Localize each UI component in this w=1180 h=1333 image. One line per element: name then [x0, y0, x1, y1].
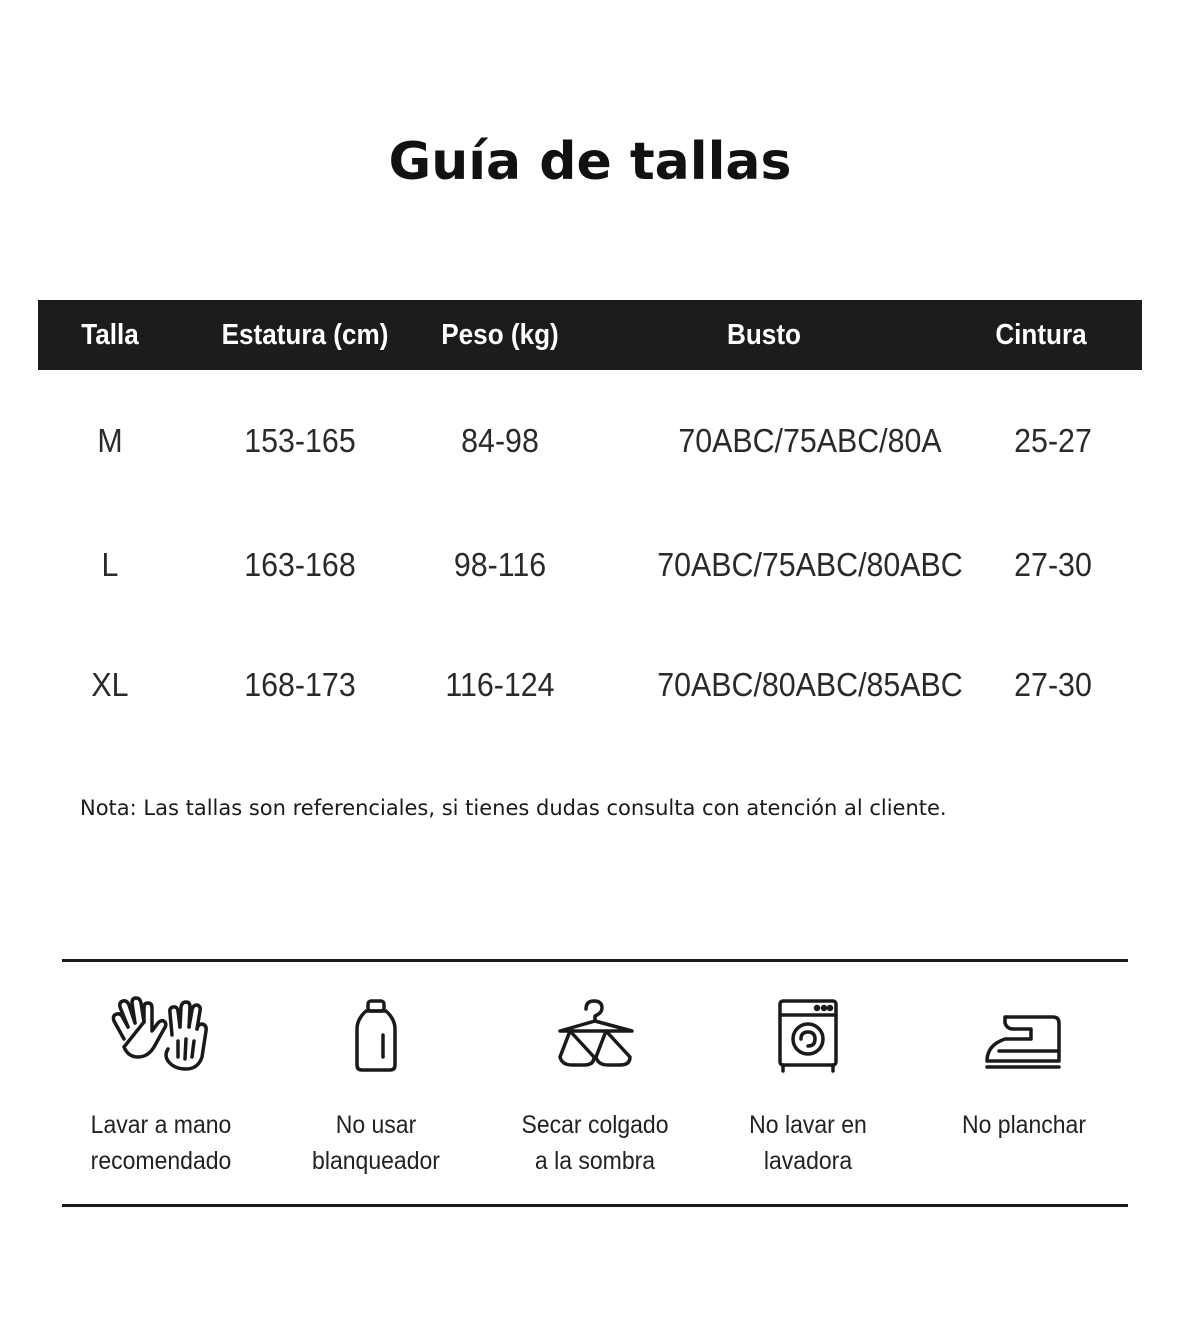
cell-estatura: 153-165: [244, 422, 356, 459]
washing-machine-icon: [753, 995, 863, 1073]
header-estatura: Estatura (cm): [221, 319, 389, 351]
cell-cintura: 27-30: [1014, 666, 1092, 703]
page-title: Guía de tallas: [388, 132, 792, 192]
care-label: No planchar: [961, 1111, 1087, 1139]
cell-estatura: 163-168: [244, 546, 356, 583]
bleach-bottle-icon: [321, 995, 431, 1073]
care-label: Secar colgado a la sombra: [521, 1111, 669, 1175]
care-label: Lavar a mano recomendado: [90, 1111, 232, 1175]
cell-talla: XL: [91, 666, 129, 703]
cell-peso: 116-124: [445, 666, 555, 703]
header-busto: Busto: [727, 319, 801, 351]
care-label: No usar blanqueador: [312, 1111, 440, 1175]
cell-talla: M: [97, 422, 123, 459]
care-item-hand-wash: [61, 995, 261, 1179]
cell-busto: 70ABC/75ABC/80A: [678, 422, 942, 459]
header-peso: Peso (kg): [441, 319, 559, 351]
table-row: [38, 535, 1142, 595]
size-table-header: [38, 300, 1142, 370]
iron-icon: [969, 995, 1079, 1073]
hand-wash-icon: [106, 995, 216, 1073]
care-label: No lavar en lavadora: [749, 1111, 867, 1175]
cell-peso: 98-116: [453, 546, 547, 583]
divider-bottom: [62, 1204, 1128, 1207]
divider-top: [62, 959, 1128, 962]
table-row: [38, 655, 1142, 715]
size-note: Nota: Las tallas son referenciales, si tienes dudas consulta con atención al cliente.: [80, 796, 947, 820]
cell-peso: 84-98: [461, 422, 539, 459]
cell-cintura: 27-30: [1014, 546, 1092, 583]
hanger-icon: [540, 995, 650, 1073]
care-item-bleach: [276, 995, 476, 1179]
care-item-no-machine: [708, 995, 908, 1179]
cell-cintura: 25-27: [1014, 422, 1092, 459]
table-row: [38, 411, 1142, 471]
care-item-no-iron: [924, 995, 1124, 1143]
header-talla: Talla: [81, 319, 139, 351]
cell-busto: 70ABC/80ABC/85ABC: [657, 666, 963, 703]
cell-estatura: 168-173: [244, 666, 356, 703]
header-cintura: Cintura: [995, 319, 1087, 351]
cell-busto: 70ABC/75ABC/80ABC: [657, 546, 963, 583]
cell-talla: L: [101, 546, 119, 583]
care-item-hang-dry: [495, 995, 695, 1179]
